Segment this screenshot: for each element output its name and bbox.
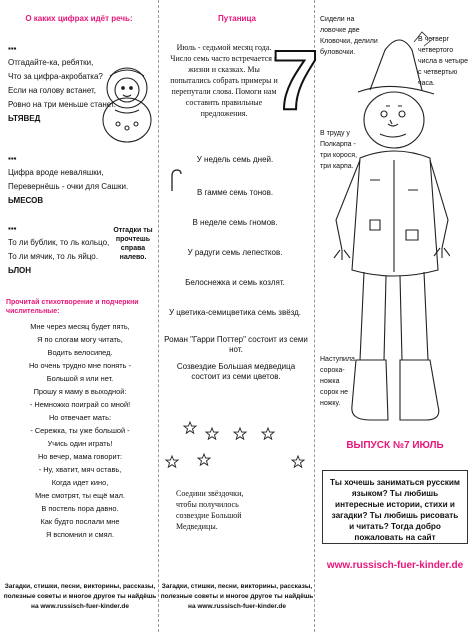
footer-line: на www.russisch-fuer-kinder.de [31,603,129,610]
riddle-line: Отгадайте-ка, ребятки, [8,58,94,67]
poem-line: Мне смотрят, ты ещё мал. [35,491,125,500]
poem-line: В постель пора давно. [41,504,119,513]
riddle-answer: ЬЛОН [8,266,32,275]
poem-line: Большой я или нет. [46,374,114,383]
tongue-twister-3: В труду у Полкарпа - три корося, три карпа. [320,130,358,170]
sentence: Роман "Гарри Поттер" состоит из семи нот. [164,335,308,355]
matryoshka-doll-illustration [98,62,156,144]
sentence: В гамме семь тонов. [196,188,274,197]
riddle-3 [8,224,118,276]
sentence: В неделе семь гномов. [192,218,278,227]
riddle-answer: ЬМЕСОВ [8,196,44,205]
promo-box [322,470,468,544]
sentence: Созвездие Большая медведица состоит из семи цветов. [176,362,296,382]
sentence: У радуги семь лепестков. [187,248,283,257]
confusion-intro: Июль - седьмой месяц года. Число семь часто встречается в жизни и сказках. Мы попытались собрать примеры и перепутали слова. Помоги нам составить правильные предложения. [170,43,278,118]
constellation-stars [160,400,314,480]
poem-line: Но вечер, мама говорит: [37,452,123,461]
riddle-1 [8,44,116,124]
riddle-bullet: ▪▪▪ [8,154,17,163]
riddle-bullet: ▪▪▪ [8,224,17,233]
issue-label: ВЫПУСК №7 ИЮЛЬ [346,440,444,451]
poem-title: Прочитай стихотворение и подчеркни числительные: [6,299,139,316]
footer-line: полезные советы и многое другое ты найдёшь [3,593,157,600]
footer-line: полезные советы и многое другое ты найдёшь [160,593,314,600]
scarecrow-illustration [330,20,450,430]
tongue-twister-1: Сидели на ловочке две Кловочки, делили буловочки. [320,16,378,56]
footer-line: на www.russisch-fuer-kinder.de [188,603,286,610]
confusion-title: Путаница [218,14,256,23]
riddle-line: Если на голову встанет, [8,86,96,95]
poem-line: Я по слогам могу читать, [37,335,123,344]
sentence: У цветика-семицветика семь звёзд. [168,308,302,317]
answers-hint: Отгадки ты прочтешь справа налево. [113,227,153,262]
poem-line: Но очень трудно мне понять - [28,361,132,370]
poem-line: Как будто послали мне [40,517,120,526]
riddle-answer: ЬТЯВЕД [8,114,41,123]
riddle-line: Что за цифра-акробатка? [8,72,103,81]
tongue-twister-2: В четверг четвертого числа в четыре с четвертью часа. [418,36,468,87]
fold-line-left [158,0,159,632]
riddle-line: Ровно на три меньше станет. [8,100,116,109]
footer-line: Загадки, стишки, песни, викторины, рассказы, [4,583,156,590]
poem-line: - Немножко поиграй со мной! [29,400,131,409]
riddle-line: То ли мячик, то ль яйцо. [8,252,98,261]
site-link[interactable]: www.russisch-fuer-kinder.de [326,560,464,571]
poem-line: Но отвечает мать: [48,413,112,422]
footer-col2 [160,582,314,612]
promo-text: Ты хочешь заниматься русским языком? Ты любишь интересные истории, стихи и загадки? Ты любишь рисовать и читать? Тогда добро пожаловать на сайт [330,478,460,542]
riddle-2 [8,154,158,206]
poem-line: Водить велосипед. [47,348,113,357]
sentence: У недель семь дней. [196,155,274,164]
footer-line: Загадки, стишки, песни, викторины, рассказы, [161,583,313,590]
poem-line: Мне через месяц будет пять, [30,322,130,331]
riddles-title: О каких цифрах идёт речь: [25,14,133,23]
poem-line: Я вспомнил и смял. [45,530,115,539]
poem-line: - Ну, хватит, мяч оставь, [38,465,122,474]
big-seven: 7 [272,33,319,127]
riddle-bullet: ▪▪▪ [8,44,17,53]
poem-line: - Сережка, ты уже большой - [30,426,130,435]
poem [4,320,156,541]
tongue-twister-4: Наступила сорока-ножка сорок не ножку. [320,356,355,407]
footer-col1 [2,582,158,612]
poem-line: Учись один играть! [47,439,113,448]
poem-line: Когда идет кино, [51,478,109,487]
riddle-line: Перевернёшь - очки для Сашки. [8,182,129,191]
riddle-line: Цифра вроде неваляшки, [8,168,104,177]
riddle-line: То ли бублик, то ль кольцо, [8,238,110,247]
poem-line: Прошу я маму в выходной: [33,387,127,396]
sentence: Белоснежка и семь козлят. [185,278,285,287]
stars-task: Соедини звёздочки, чтобы получилось созвездие Большой Медведицы. [176,489,244,531]
